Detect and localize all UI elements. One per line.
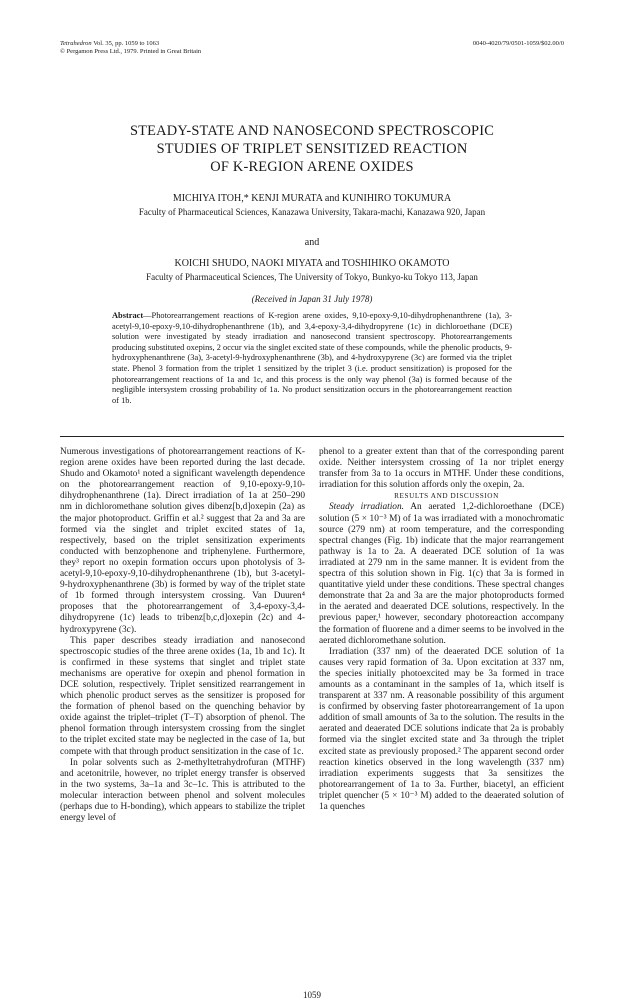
section-divider bbox=[60, 436, 564, 437]
section-heading: RESULTS AND DISCUSSION bbox=[394, 492, 499, 501]
publisher-line: © Pergamon Press Ltd., 1979. Printed in Great Britain bbox=[60, 48, 202, 55]
title-line-1: STEADY-STATE AND NANOSECOND SPECTROSCOPIC bbox=[129, 123, 495, 139]
results-paragraph-2: Irradiation (337 nm) of the deaerated DCE solution of 1a causes very rapid formation of 3a. Upon excitation at 337 nm, the species initially photoexcited may be 3a formed in trace amounts as a contaminant in the samples of 1a, which itself is transparent at 337 nm. A reasonable possibility of this argument is confirmed by observing faster photorearrangement of 1a upon addition of small amounts of 3a to the solution. The results in the aerated and deaerated DCE solutions indicate that 2a is probably formed via the singlet excited state and 3a through the triplet excited state as previously proposed.² The apparent second order reaction kinetics observed in the long wavelength (337 nm) irradiation experiments suggests that 3a sensitizes the photorearrangement of 1a to 3a. Further, biacetyl, an efficient triplet quencher (5 × 10⁻³ M) added to the deaerated solution of 1a quenches bbox=[319, 646, 564, 812]
abstract-text: —Photorearrangement reactions of K-region arene oxides, 9,10-epoxy-9,10-dihydrophenanthrene (1a), 3-acetyl-9,10-epoxy-9,10-dihydrophenanthrene (1b), and 3,4-epoxy-3,4-dihydropyrene (1c) in dichloroethane (DCE) solution were investigated by steady irradiation and nanosecond transient spectroscopy. Photorearrangements producing substituted oxepins, 2 occur via the singlet excited state of these compounds, while the phenolic products, 9-hydroxyphenanthrene (3a), 3-acetyl-9-hydroxyphenanthrene (3b), and 4-hydroxypyrene (3c) are formed via the triplet state. Phenol 3 formation from the triplet 1 sensitized by the triplet 3 (i.e. product sensitization) is proposed for the photorearrangement reactions of 1a and 1c, and this process is the only way phenol (3a) is formed because of the negligible intersystem crossing probability of 1a. No product sensitization occurs in the photorearrangement reaction of 1b. bbox=[112, 311, 512, 405]
subsection-lead: Steady irradiation. bbox=[329, 502, 404, 513]
paper-title bbox=[60, 122, 564, 176]
abstract bbox=[112, 311, 512, 406]
affiliation-1: Faculty of Pharmaceutical Sciences, Kanazawa University, Takara-machi, Kanazawa 920, Japan bbox=[138, 207, 486, 217]
author-separator: and bbox=[304, 237, 320, 248]
affiliation-2: Faculty of Pharmaceutical Sciences, The University of Tokyo, Bunkyo-ku Tokyo 113, Japan bbox=[146, 272, 478, 282]
authors-group-1: MICHIYA ITOH,* KENJI MURATA and KUNIHIRO TOKUMURA bbox=[172, 193, 452, 204]
authors-group-2: KOICHI SHUDO, NAOKI MIYATA and TOSHIHIKO OKAMOTO bbox=[174, 258, 450, 269]
volume-info: Vol. 35, pp. 1059 to 1063 bbox=[93, 40, 160, 47]
intro-paragraph-continued: phenol to a greater extent than that of the corresponding parent oxide. Neither intersystem crossing of 1a nor triplet energy transfer from 3a to 1a occurs in MTHF. Under these conditions, irradiation for this solution affords only the oxepin, 2a. bbox=[319, 447, 564, 491]
column-right bbox=[319, 447, 564, 813]
intro-paragraph-1: Numerous investigations of photorearrangement reactions of K-region arene oxides have been reported during the last decade. Shudo and Okamoto¹ noted a significant wavelength dependence on the photorearrangement reaction of 9,10-epoxy-9,10-dihydrophenanthrene (1a). Direct irradiation of 1a at 250–290 nm in dichloromethane solution gives dibenz[b,d]oxepin (2a) as the major photoproduct. Griffin et al.² suggest that 2a and 3a are formed via the singlet and triplet excited states of 1a, respectively, based on the triplet sensitization experiments conducted with benzophenone and triphenylene. Furthermore, they³ report no oxepin formation occurs upon photolysis of 3-acetyl-9,10-epoxy-9,10-dihydrophenanthrene (1b), but 3-acetyl-9-hydroxyphenanthrene (3b) is formed by way of the triplet state of 1b formed through intersystem crossing. Van Duuren⁴ proposes that the photorearrangement of 3,4-epoxy-3,4-dihydropyrene (1c) leads to tribenz[b,c,d]oxepin (2c) and 4-hydroxypyrene (3c). bbox=[60, 447, 305, 635]
column-left bbox=[60, 447, 305, 824]
received-date: (Received in Japan 31 July 1978) bbox=[251, 294, 373, 304]
header-left bbox=[60, 40, 201, 56]
journal-name: Tetrahedron bbox=[60, 40, 92, 47]
abstract-label: Abstract bbox=[112, 311, 144, 320]
results-paragraph-1-text: An aerated 1,2-dichloroethane (DCE) solution (5 × 10⁻³ M) of 1a was irradiated with a monochromatic source (279 nm) at room temperature, and the corresponding spectral changes (Fig. 1b) indicate that the major rearrangement pathway is 1a to 2a. A deaerated DCE solution of 1a was irradiated at 279 nm in the same manner. It is evident from the spectra of this solution shown in Fig. 1(c) that 3a is formed in quantitative yield under these conditions. These spectral changes demonstrate that 2a and 3a are the major photoproducts formed in the aerated and deaerated DCE solutions, respectively. In the previous paper,¹ however, secondary photoreaction accompany the formation of fluorene and a dimer seems to be involved in the aerated dichloromethane solution. bbox=[319, 502, 565, 646]
intro-paragraph-3: In polar solvents such as 2-methyltetrahydrofuran (MTHF) and acetonitrile, however, no triplet energy transfer is observed in the two systems, 3a–1a and 3c–1c. This is attributed to the molecular interaction between phenol and solvent molecules (perhaps due to H-bonding), which appears to stabilize the triplet energy level of bbox=[60, 757, 305, 824]
title-line-3: OF K-REGION ARENE OXIDES bbox=[210, 159, 414, 175]
article-code: 0040-4020/79/0501-1059/$02.00/0 bbox=[472, 40, 564, 47]
intro-paragraph-2: This paper describes steady irradiation and nanosecond spectroscopic studies of the three arene oxides (1a, 1b and 1c). It is confirmed in these systems that singlet and triplet state mechanisms are operative for oxepin and phenol formation in DCE solution, respectively. Triplet sensitized rearrangement in which phenolic product serves as the sensitizer is proposed for the formation of phenol based on the quenching behavior by oxide against the triplet–triplet (T–T) absorption of phenol. The phenol formation through intersystem crossing from the singlet to the triplet excited state may be neglected in the case of 1a, but compete with that through product sensitization in the case of 1c. bbox=[60, 635, 305, 757]
title-line-2: STUDIES OF TRIPLET SENSITIZED REACTION bbox=[156, 141, 468, 157]
page-number: 1059 bbox=[303, 990, 321, 1000]
results-paragraph-1 bbox=[319, 502, 564, 646]
